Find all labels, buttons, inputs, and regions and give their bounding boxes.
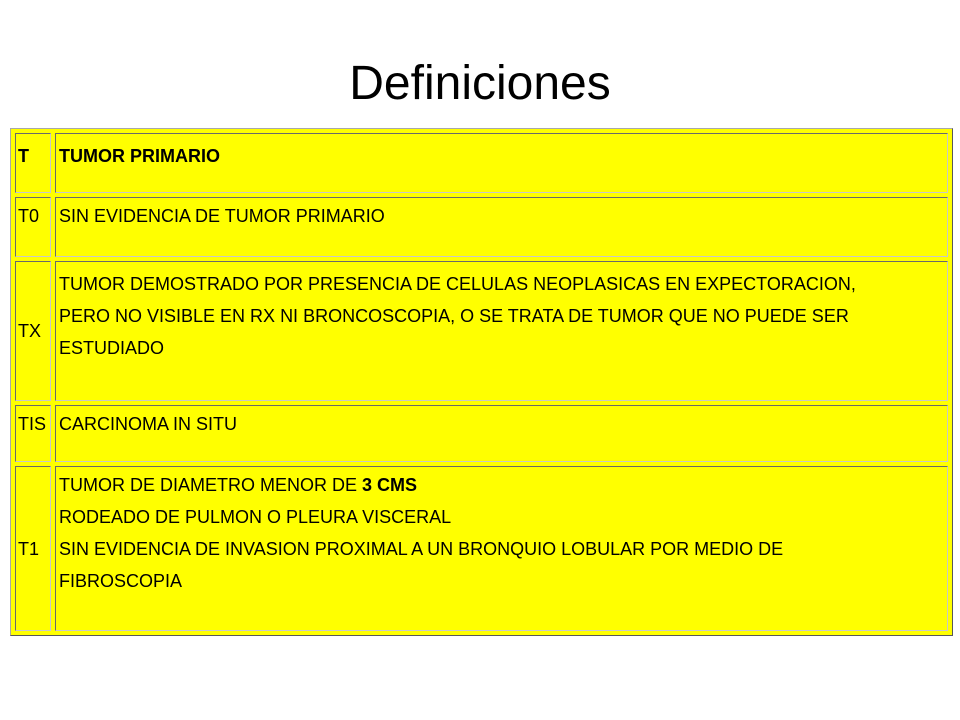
header-description-cell: TUMOR PRIMARIO <box>55 133 948 193</box>
row-code-cell: T1 <box>15 466 51 631</box>
description-line <box>59 469 944 501</box>
description-line: ESTUDIADO <box>59 337 165 358</box>
row-code-cell: T0 <box>15 197 51 257</box>
size-threshold-text: 3 CMS <box>362 475 418 496</box>
row-code-cell: TIS <box>15 405 51 463</box>
row-description-cell <box>55 261 948 401</box>
header-code-cell: T <box>15 133 51 193</box>
page-title: Definiciones <box>349 57 611 110</box>
table-row <box>15 466 948 631</box>
description-line: TUMOR DEMOSTRADO POR PRESENCIA DE CELULAS NEOPLASICAS EN EXPECTORACION, <box>59 273 856 294</box>
description-line: RODEADO DE PULMON O PLEURA VISCERAL <box>59 507 452 528</box>
row-description-cell <box>55 197 948 257</box>
description-line: SIN EVIDENCIA DE INVASION PROXIMAL A UN BRONQUIO LOBULAR POR MEDIO DE <box>59 539 784 560</box>
table-row <box>15 405 948 463</box>
description-line: SIN EVIDENCIA DE TUMOR PRIMARIO <box>59 205 385 226</box>
row-description-cell <box>55 405 948 463</box>
table-row <box>15 197 948 257</box>
description-line: PERO NO VISIBLE EN RX NI BRONCOSCOPIA, O SE TRATA DE TUMOR QUE NO PUEDE SER <box>59 305 849 326</box>
definitions-table <box>10 128 953 636</box>
row-description-cell <box>55 466 948 631</box>
row-code-cell: TX <box>15 261 51 401</box>
table-row <box>15 261 948 401</box>
description-text: TUMOR DE DIAMETRO MENOR DE <box>59 475 363 496</box>
description-line: FIBROSCOPIA <box>59 571 183 592</box>
table-header-row <box>15 133 948 193</box>
description-line: CARCINOMA IN SITU <box>59 413 238 434</box>
